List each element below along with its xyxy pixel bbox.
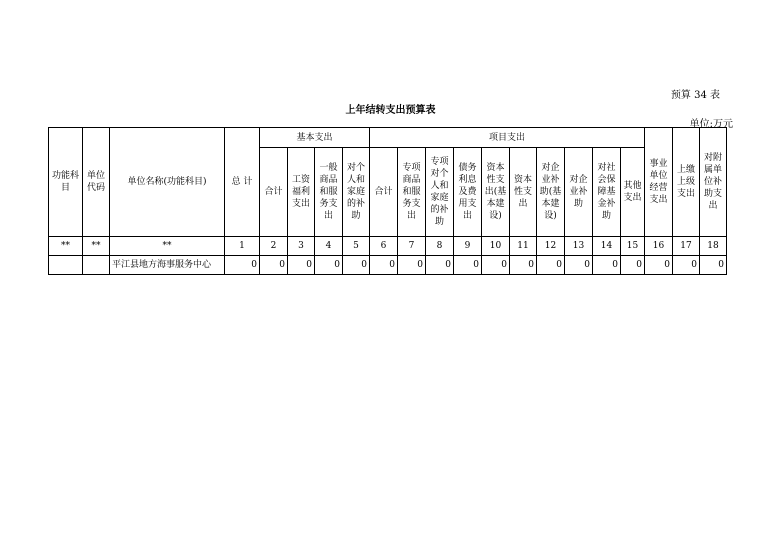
- value-cell: 0: [700, 256, 727, 275]
- value-cell: 0: [645, 256, 673, 275]
- value-cell: 0: [673, 256, 700, 275]
- value-cell: 0: [398, 256, 426, 275]
- index-cell: 8: [426, 237, 454, 256]
- unit-code-cell: [83, 256, 110, 275]
- index-cell: 18: [700, 237, 727, 256]
- index-cell: 15: [621, 237, 645, 256]
- index-cell: **: [110, 237, 225, 256]
- value-cell: 0: [510, 256, 537, 275]
- index-cell: **: [49, 237, 83, 256]
- index-cell: 7: [398, 237, 426, 256]
- index-cell: 4: [315, 237, 343, 256]
- value-cell: 0: [593, 256, 621, 275]
- index-cell: 14: [593, 237, 621, 256]
- page-title: 上年结转支出预算表: [345, 105, 436, 116]
- budget-table: [48, 127, 727, 275]
- index-cell: 6: [370, 237, 398, 256]
- index-cell: 11: [510, 237, 537, 256]
- header-basic-household-subsidy: 对个 人和 家庭 的补 助: [343, 148, 370, 237]
- header-group-basic: 基本支出: [260, 128, 370, 148]
- index-cell: 17: [673, 237, 700, 256]
- header-unit-code: 单位 代码: [83, 128, 110, 237]
- index-cell: 5: [343, 237, 370, 256]
- index-cell: 13: [565, 237, 593, 256]
- value-cell: 0: [454, 256, 482, 275]
- index-cell: 12: [537, 237, 565, 256]
- header-project-debt-interest: 债务 利息 及费 用支 出: [454, 148, 482, 237]
- header-project-total: 合计: [370, 148, 398, 237]
- index-row: [49, 237, 727, 256]
- header-project-household-subsidy: 专项 对个 人和 家庭 的补 助: [426, 148, 454, 237]
- header-project-social-security: 对社 会保 障基 金补 助: [593, 148, 621, 237]
- index-cell: 9: [454, 237, 482, 256]
- header-total: 总 计: [225, 128, 260, 237]
- header-basic-goods-services: 一般 商品 和服 务支 出: [315, 148, 343, 237]
- value-cell: 0: [565, 256, 593, 275]
- header-project-goods-services: 专项 商品 和服 务支 出: [398, 148, 426, 237]
- header-project-capital: 资本 性支 出: [510, 148, 537, 237]
- header-project-enterprise-subsidy: 对企 业补 助: [565, 148, 593, 237]
- index-cell: 1: [225, 237, 260, 256]
- value-cell: 0: [343, 256, 370, 275]
- value-cell: 0: [260, 256, 288, 275]
- header-basic-salary: 工资 福利 支出: [288, 148, 315, 237]
- index-cell: 16: [645, 237, 673, 256]
- header-project-capital-construction: 资本 性支 出(基 本建 设): [482, 148, 510, 237]
- header-basic-total: 合计: [260, 148, 288, 237]
- value-cell: 0: [482, 256, 510, 275]
- value-cell: 0: [315, 256, 343, 275]
- index-cell: 3: [288, 237, 315, 256]
- header-project-enterprise-construction: 对企 业补 助(基 本建 设): [537, 148, 565, 237]
- value-cell: 0: [537, 256, 565, 275]
- header-project-other: 其他 支出: [621, 148, 645, 237]
- value-cell: 0: [426, 256, 454, 275]
- value-cell: 0: [370, 256, 398, 275]
- unit-name-cell: 平江县地方海事服务中心: [110, 256, 225, 275]
- func-subject-cell: [49, 256, 83, 275]
- value-cell: 0: [288, 256, 315, 275]
- header-upper-level-expense: 上缴 上级 支出: [673, 128, 700, 237]
- table-row: [49, 256, 727, 275]
- header-subsidiary-subsidy: 对附 属单 位补 助支 出: [700, 128, 727, 237]
- index-cell: 10: [482, 237, 510, 256]
- index-cell: 2: [260, 237, 288, 256]
- form-number: 预算 34 表: [670, 90, 720, 101]
- value-cell: 0: [621, 256, 645, 275]
- unit-label: 单位:万元: [689, 119, 733, 130]
- index-cell: **: [83, 237, 110, 256]
- header-unit-name: 单位名称(功能科目): [110, 128, 225, 237]
- header-enterprise-expense: 事业 单位 经营 支出: [645, 128, 673, 237]
- value-cell: 0: [225, 256, 260, 275]
- header-group-project: 项目支出: [370, 128, 645, 148]
- header-func-subject: 功能科 目: [49, 128, 83, 237]
